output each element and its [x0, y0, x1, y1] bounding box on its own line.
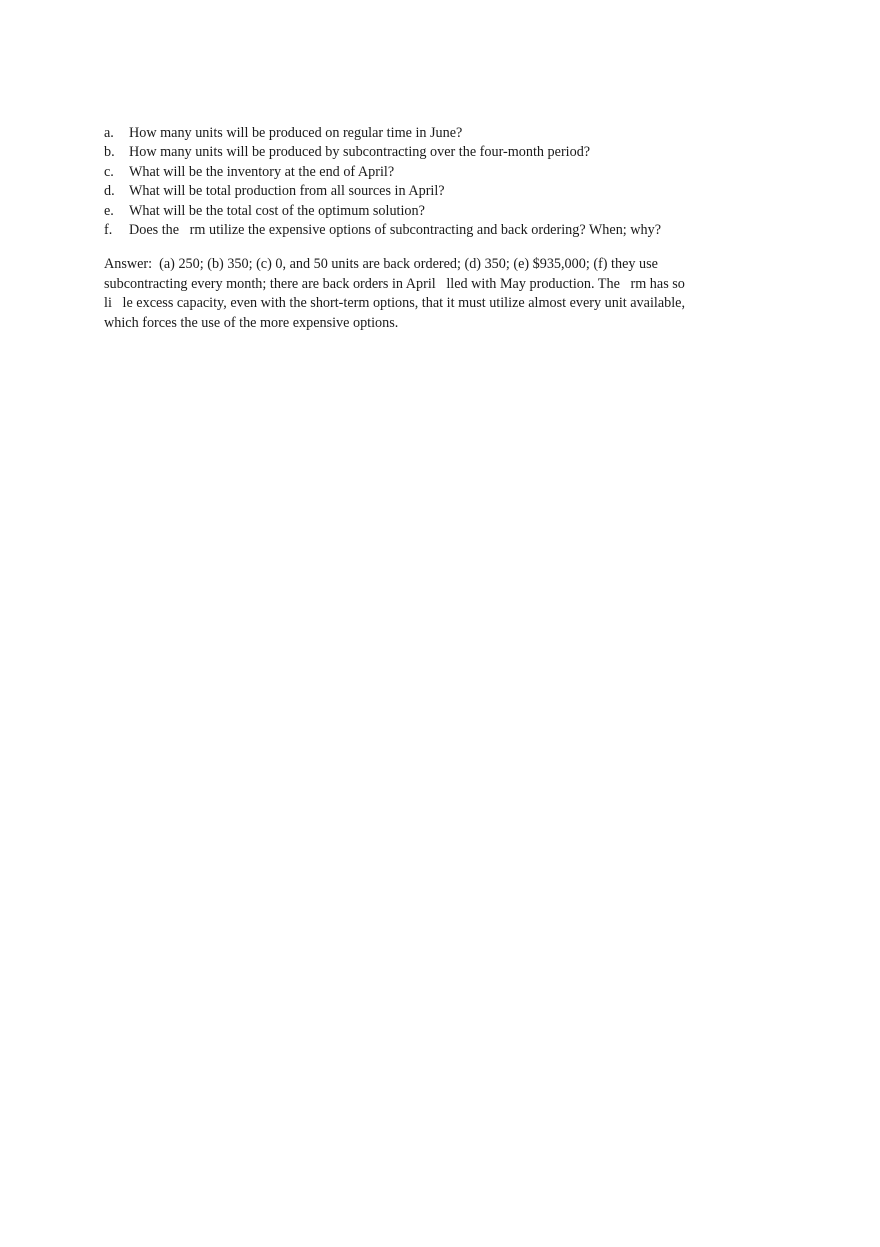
answer-line: Answer: (a) 250; (b) 350; (c) 0, and 50 units are back ordered; (d) 350; (e) $935,000; (f) they use: [104, 256, 658, 273]
question-item-d: [104, 182, 764, 201]
question-item-c: [104, 163, 764, 182]
page-content: [104, 124, 764, 333]
question-item-f: [104, 221, 764, 240]
answer-line: subcontracting every month; there are back orders in April lled with May production. The rm has so: [104, 275, 685, 292]
answer-line: which forces the use of the more expensive options.: [104, 314, 399, 331]
question-text: What will be total production from all sources in April?: [129, 183, 445, 200]
question-item-b: [104, 143, 764, 162]
answer-paragraph: [104, 255, 764, 333]
question-text: What will be the total cost of the optimum solution?: [129, 202, 425, 219]
question-text: What will be the inventory at the end of April?: [129, 163, 395, 180]
question-text: Does the rm utilize the expensive options of subcontracting and back ordering? When; why?: [129, 222, 662, 239]
question-letter: c.: [104, 163, 114, 180]
question-list: [104, 124, 764, 240]
question-text: How many units will be produced by subcontracting over the four-month period?: [129, 144, 591, 161]
question-letter: f.: [104, 222, 113, 239]
question-letter: a.: [104, 125, 114, 141]
answer-line: li le excess capacity, even with the short-term options, that it must utilize almost every unit available,: [104, 295, 686, 312]
question-text: How many units will be produced on regular time in June?: [129, 125, 463, 141]
question-item-a: [104, 124, 764, 143]
question-letter: b.: [104, 144, 115, 161]
question-letter: d.: [104, 183, 115, 200]
question-letter: e.: [104, 202, 114, 219]
question-item-e: [104, 202, 764, 221]
